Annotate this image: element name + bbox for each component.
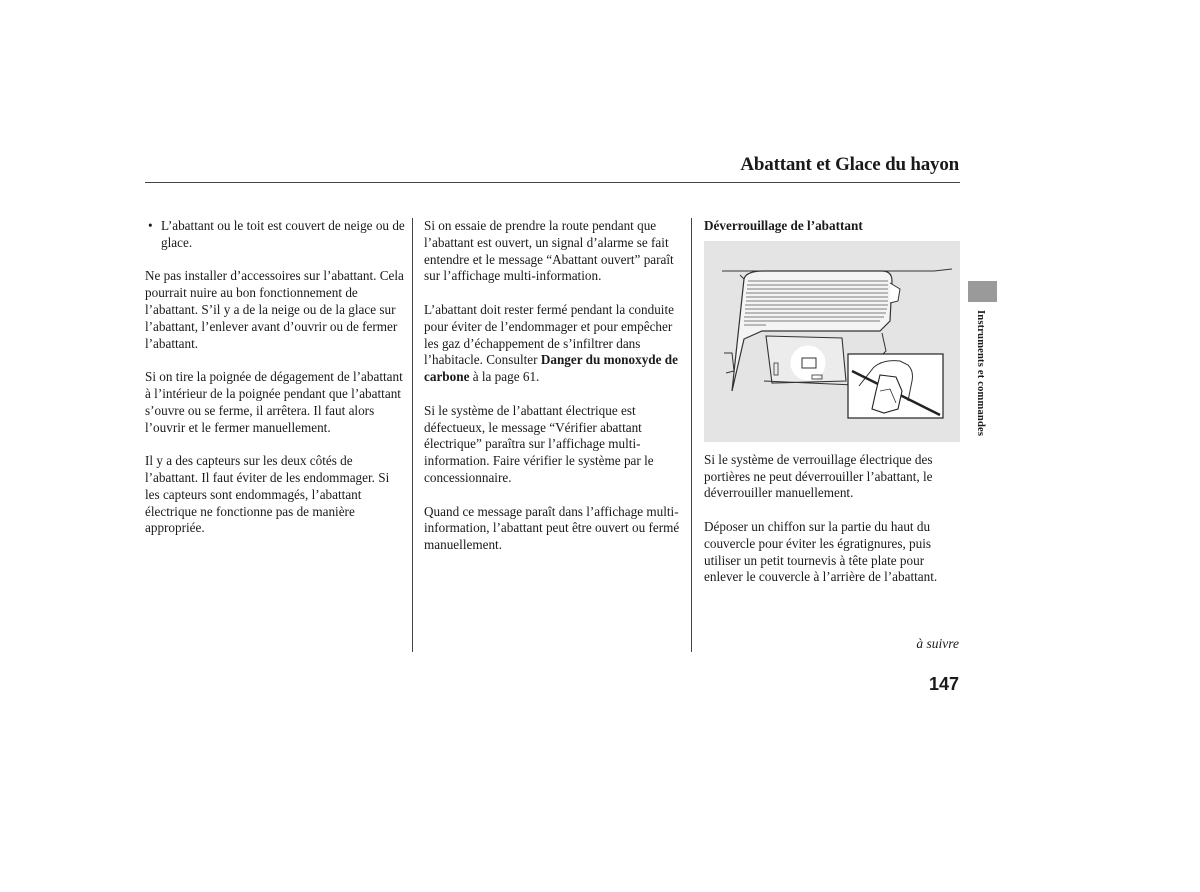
paragraph — [424, 302, 686, 386]
paragraph: Ne pas installer d’accessoires sur l’abattant. Cela pourrait nuire au bon fonctionnement de l’abattant. S’il y a de la neige ou de la glace sur l’abattant, l’enlever avant d’ouvrir ou de fermer l’abattant. — [145, 268, 404, 351]
tailgate-illustration — [704, 241, 960, 442]
title-rule — [145, 182, 960, 183]
column-1 — [145, 218, 407, 554]
section-heading: Déverrouillage de l’abattant — [704, 218, 863, 233]
page-number: 147 — [928, 674, 959, 694]
tailgate-drawing — [704, 241, 960, 442]
bullet-item — [145, 218, 407, 252]
section-tab-marker — [968, 281, 997, 302]
cross-reference-link[interactable]: Danger du monoxyde de carbone — [424, 352, 678, 385]
page-reference: à la page 61. — [469, 369, 540, 385]
paragraph: Si on tire la poignée de dégagement de l’abattant à l’intérieur de la poignée pendant que l’abattant s’ouvre ou se ferme, il arrêtera. Il faut alors l’ouvrir et le fermer manuellement. — [145, 369, 403, 435]
paragraph-text: L’abattant doit rester fermé pendant la conduite pour éviter de l’endommager et pour empêcher les gaz d’échappement de s’infiltrer dans l’habitacle. Consulter — [424, 301, 674, 368]
column-divider — [691, 218, 692, 652]
bullet-text: L’abattant ou le toit est couvert de neige ou de glace. — [161, 218, 405, 250]
column-divider — [412, 218, 413, 652]
column-2 — [424, 218, 686, 571]
bullet-icon: • — [148, 218, 153, 233]
page-title: Abattant et Glace du hayon — [740, 154, 959, 175]
paragraph: Il y a des capteurs sur les deux côtés de l’abattant. Il faut éviter de les endommager. Si les capteurs sont endommagés, l’abattant électrique ne fonctionne pas de manière appropriée. — [145, 453, 390, 536]
paragraph: Si le système de l’abattant électrique est défectueux, le message “Vérifier abattant électrique” paraîtra sur l’affichage multi-information. Faire vérifier le système par le concessionnaire. — [424, 402, 654, 485]
paragraph: Si le système de verrouillage électrique des portières ne peut déverrouiller l’abattant, le déverrouiller manuellement. — [704, 451, 933, 501]
continued-note: à suivre — [916, 636, 959, 651]
paragraph: Déposer un chiffon sur la partie du haut du couvercle pour éviter les égratignures, puis utiliser un petit tournevis à tête plate pour enlever le couvercle à l’arrière de l’abattant. — [704, 518, 938, 585]
paragraph: Quand ce message paraît dans l’affichage multi-information, l’abattant peut être ouvert ou fermé manuellement. — [424, 503, 680, 553]
column-3 — [704, 218, 960, 603]
paragraph: Si on essaie de prendre la route pendant que l’abattant est ouvert, un signal d’alarme se fait entendre et le message “Abattant ouvert” paraît sur l’affichage multi-information. — [424, 218, 674, 284]
section-tab-label: Instruments et commandes — [975, 310, 986, 437]
